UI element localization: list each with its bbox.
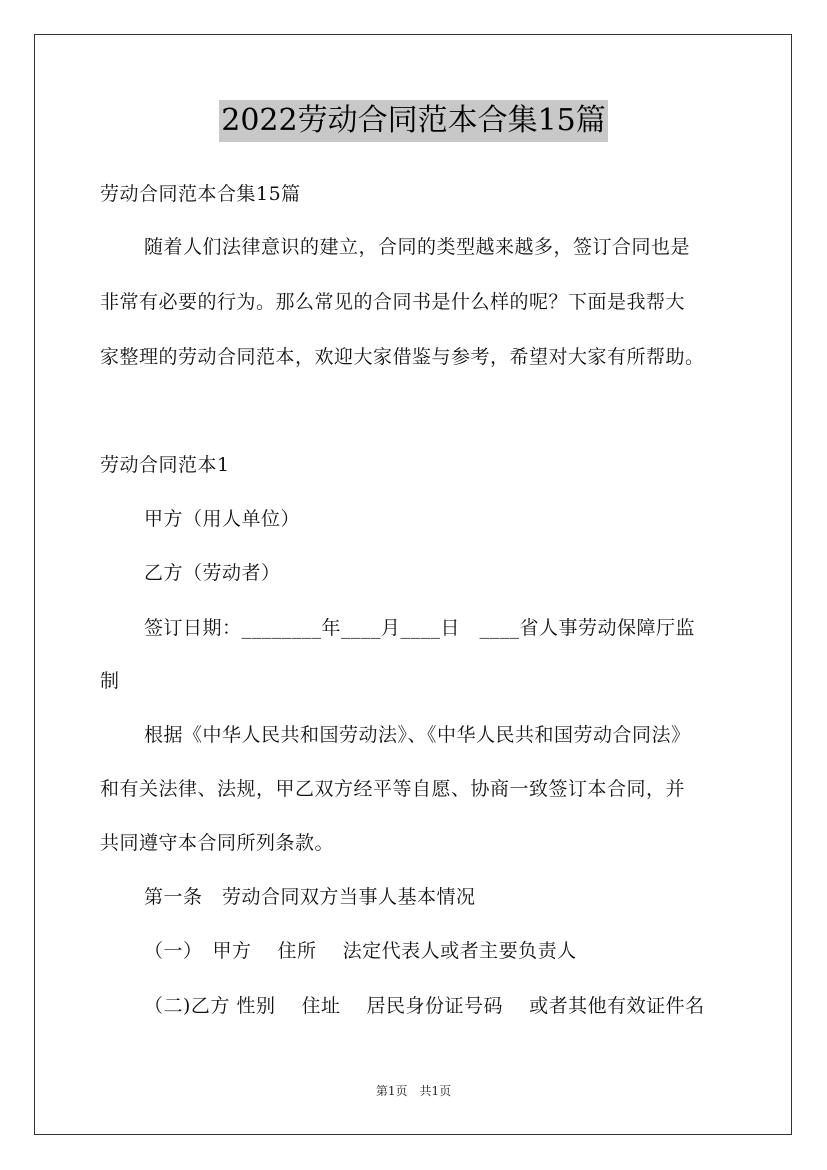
intro-line-2: 非常有必要的行为。那么常见的合同书是什么样的呢？下面是我帮大 <box>100 291 686 313</box>
title-container <box>0 100 827 142</box>
page-footer: 第1页 共1页 <box>375 1084 452 1098</box>
document-title: 2022劳动合同范本合集15篇 <box>219 100 608 142</box>
document-subtitle: 劳动合同范本合集15篇 <box>100 183 301 205</box>
basis-line-3: 共同遵守本合同所列条款。 <box>100 832 335 854</box>
intro-line-3: 家整理的劳动合同范本，欢迎大家借鉴与参考，希望对大家有所帮助。 <box>100 346 705 368</box>
basis-line-1: 根据《中华人民共和国劳动法》、《中华人民共和国劳动合同法》 <box>144 724 691 746</box>
section-heading: 劳动合同范本1 <box>100 454 230 476</box>
intro-line-1: 随着人们法律意识的建立，合同的类型越来越多，签订合同也是 <box>144 236 691 258</box>
sign-date-line-cont: 制 <box>100 670 120 692</box>
party-b-label: 乙方（劳动者） <box>144 562 281 584</box>
article-1-item-1: （一） 甲方 住所 法定代表人或者主要负责人 <box>144 940 577 962</box>
basis-line-2: 和有关法律、法规，甲乙双方经平等自愿、协商一致签订本合同，并 <box>100 778 686 800</box>
sign-date-line: 签订日期：________年____月____日 ____省人事劳动保障厅监 <box>144 617 696 639</box>
party-a-label: 甲方（用人单位） <box>144 508 301 530</box>
article-1-heading: 第一条 劳动合同双方当事人基本情况 <box>144 886 476 908</box>
article-1-item-2: （二)乙方 性别 住址 居民身份证号码 或者其他有效证件名 <box>144 995 705 1017</box>
